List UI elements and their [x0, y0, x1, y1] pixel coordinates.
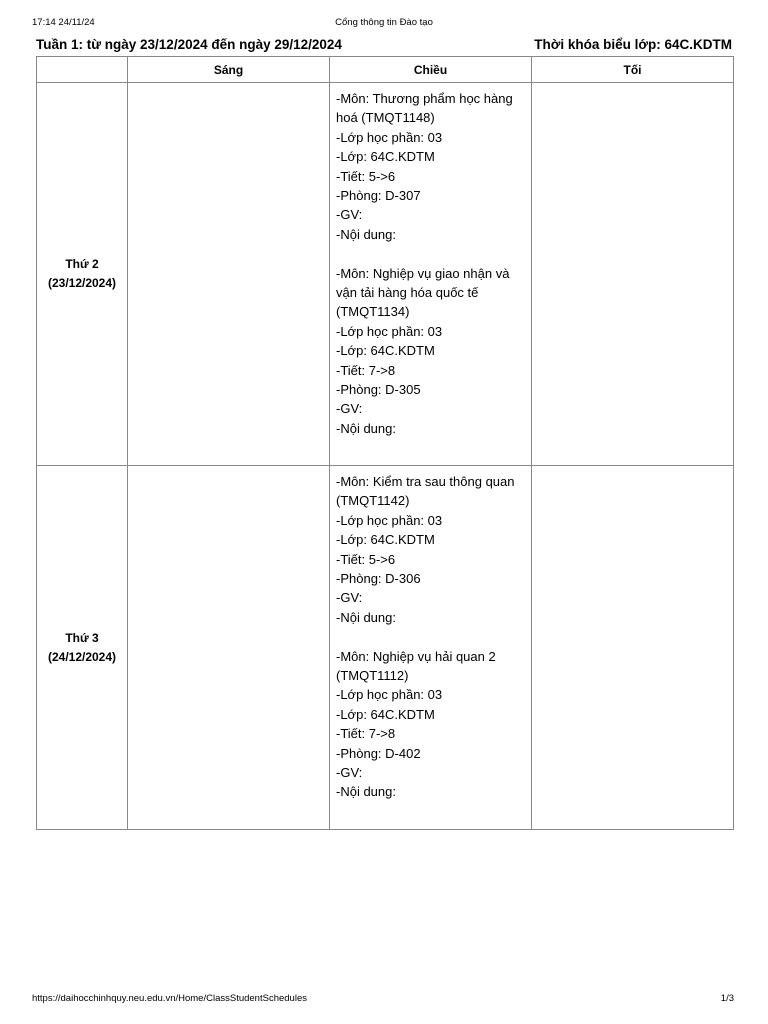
- course-line: vận tải hàng hóa quốc tế: [336, 285, 479, 301]
- print-header: [32, 17, 736, 31]
- table-row: [37, 466, 734, 830]
- course-line: (TMQT1134): [336, 304, 410, 320]
- course-line: -GV:: [336, 590, 363, 606]
- course-entry: [330, 647, 531, 802]
- course-line: -Phòng: D-305: [336, 382, 421, 398]
- course-entry: [330, 466, 531, 627]
- header-day-column: [37, 57, 128, 83]
- course-line: -Nội dung:: [336, 226, 396, 242]
- course-line: -GV:: [336, 207, 363, 223]
- print-timestamp: 17:14 24/11/24: [32, 17, 95, 28]
- schedule-title-row: [36, 37, 732, 55]
- course-line: -Lớp học phần: 03: [336, 687, 443, 703]
- day-name: Thứ 3: [65, 630, 99, 645]
- course-line: -Lớp: 64C.KDTM: [336, 532, 435, 548]
- course-line: -Phòng: D-306: [336, 571, 421, 587]
- course-line: -Phòng: D-402: [336, 745, 421, 761]
- evening-cell: [532, 83, 734, 466]
- afternoon-cell: [330, 83, 532, 466]
- course-line: -GV:: [336, 401, 363, 417]
- course-line: -Lớp học phần: 03: [336, 512, 443, 528]
- day-cell: [37, 466, 128, 830]
- header-evening: Tối: [532, 57, 734, 83]
- course-line: -Tiết: 7->8: [336, 362, 396, 378]
- course-line: -Lớp học phần: 03: [336, 129, 443, 145]
- day-date: (24/12/2024): [47, 649, 117, 664]
- course-line: -Môn: Nghiệp vụ giao nhận và: [336, 265, 510, 281]
- print-footer: [32, 993, 736, 1007]
- course-line: (TMQT1112): [336, 668, 409, 684]
- timetable: [36, 56, 734, 830]
- course-line: (TMQT1142): [336, 493, 410, 509]
- course-line: -Nội dung:: [336, 609, 396, 625]
- day-cell: [37, 83, 128, 466]
- course-line: -Môn: Kiểm tra sau thông quan: [336, 474, 515, 489]
- page-url: https://daihocchinhquy.neu.edu.vn/Home/ClassStudentSchedules: [32, 993, 307, 1004]
- course-entry: [330, 264, 531, 439]
- course-line: -Lớp: 64C.KDTM: [336, 343, 435, 359]
- course-entry: [330, 83, 531, 244]
- course-line: -GV:: [336, 765, 363, 781]
- class-schedule-title: Thời khóa biểu lớp: 64C.KDTM: [534, 37, 732, 52]
- course-line: -Môn: Nghiệp vụ hải quan 2: [336, 648, 496, 664]
- header-afternoon: Chiều: [330, 57, 532, 83]
- page-number: 1/3: [720, 993, 734, 1004]
- course-line: -Tiết: 5->6: [336, 551, 396, 567]
- course-line: -Lớp: 64C.KDTM: [336, 149, 435, 165]
- course-line: -Lớp: 64C.KDTM: [336, 706, 435, 722]
- course-line: hoá (TMQT1148): [336, 110, 435, 126]
- evening-cell: [532, 466, 734, 830]
- course-line: -Tiết: 7->8: [336, 726, 396, 742]
- course-line: -Môn: Thương phẩm học hàng: [336, 91, 513, 106]
- timetable-header-row: [37, 57, 734, 83]
- course-line: -Tiết: 5->6: [336, 168, 396, 184]
- afternoon-cell: [330, 466, 532, 830]
- course-line: -Lớp học phần: 03: [336, 323, 443, 339]
- course-line: -Phòng: D-307: [336, 188, 421, 204]
- day-name: Thứ 2: [65, 257, 99, 271]
- morning-cell: [128, 466, 330, 830]
- print-page-title: Cổng thông tin Đào tạo: [335, 17, 433, 28]
- course-line: -Nội dung:: [336, 784, 396, 800]
- day-date: (23/12/2024): [47, 276, 117, 290]
- week-range-title: Tuần 1: từ ngày 23/12/2024 đến ngày 29/12/2024: [36, 37, 342, 52]
- course-line: -Nội dung:: [336, 420, 396, 436]
- header-morning: Sáng: [128, 57, 330, 83]
- table-row: [37, 83, 734, 466]
- morning-cell: [128, 83, 330, 466]
